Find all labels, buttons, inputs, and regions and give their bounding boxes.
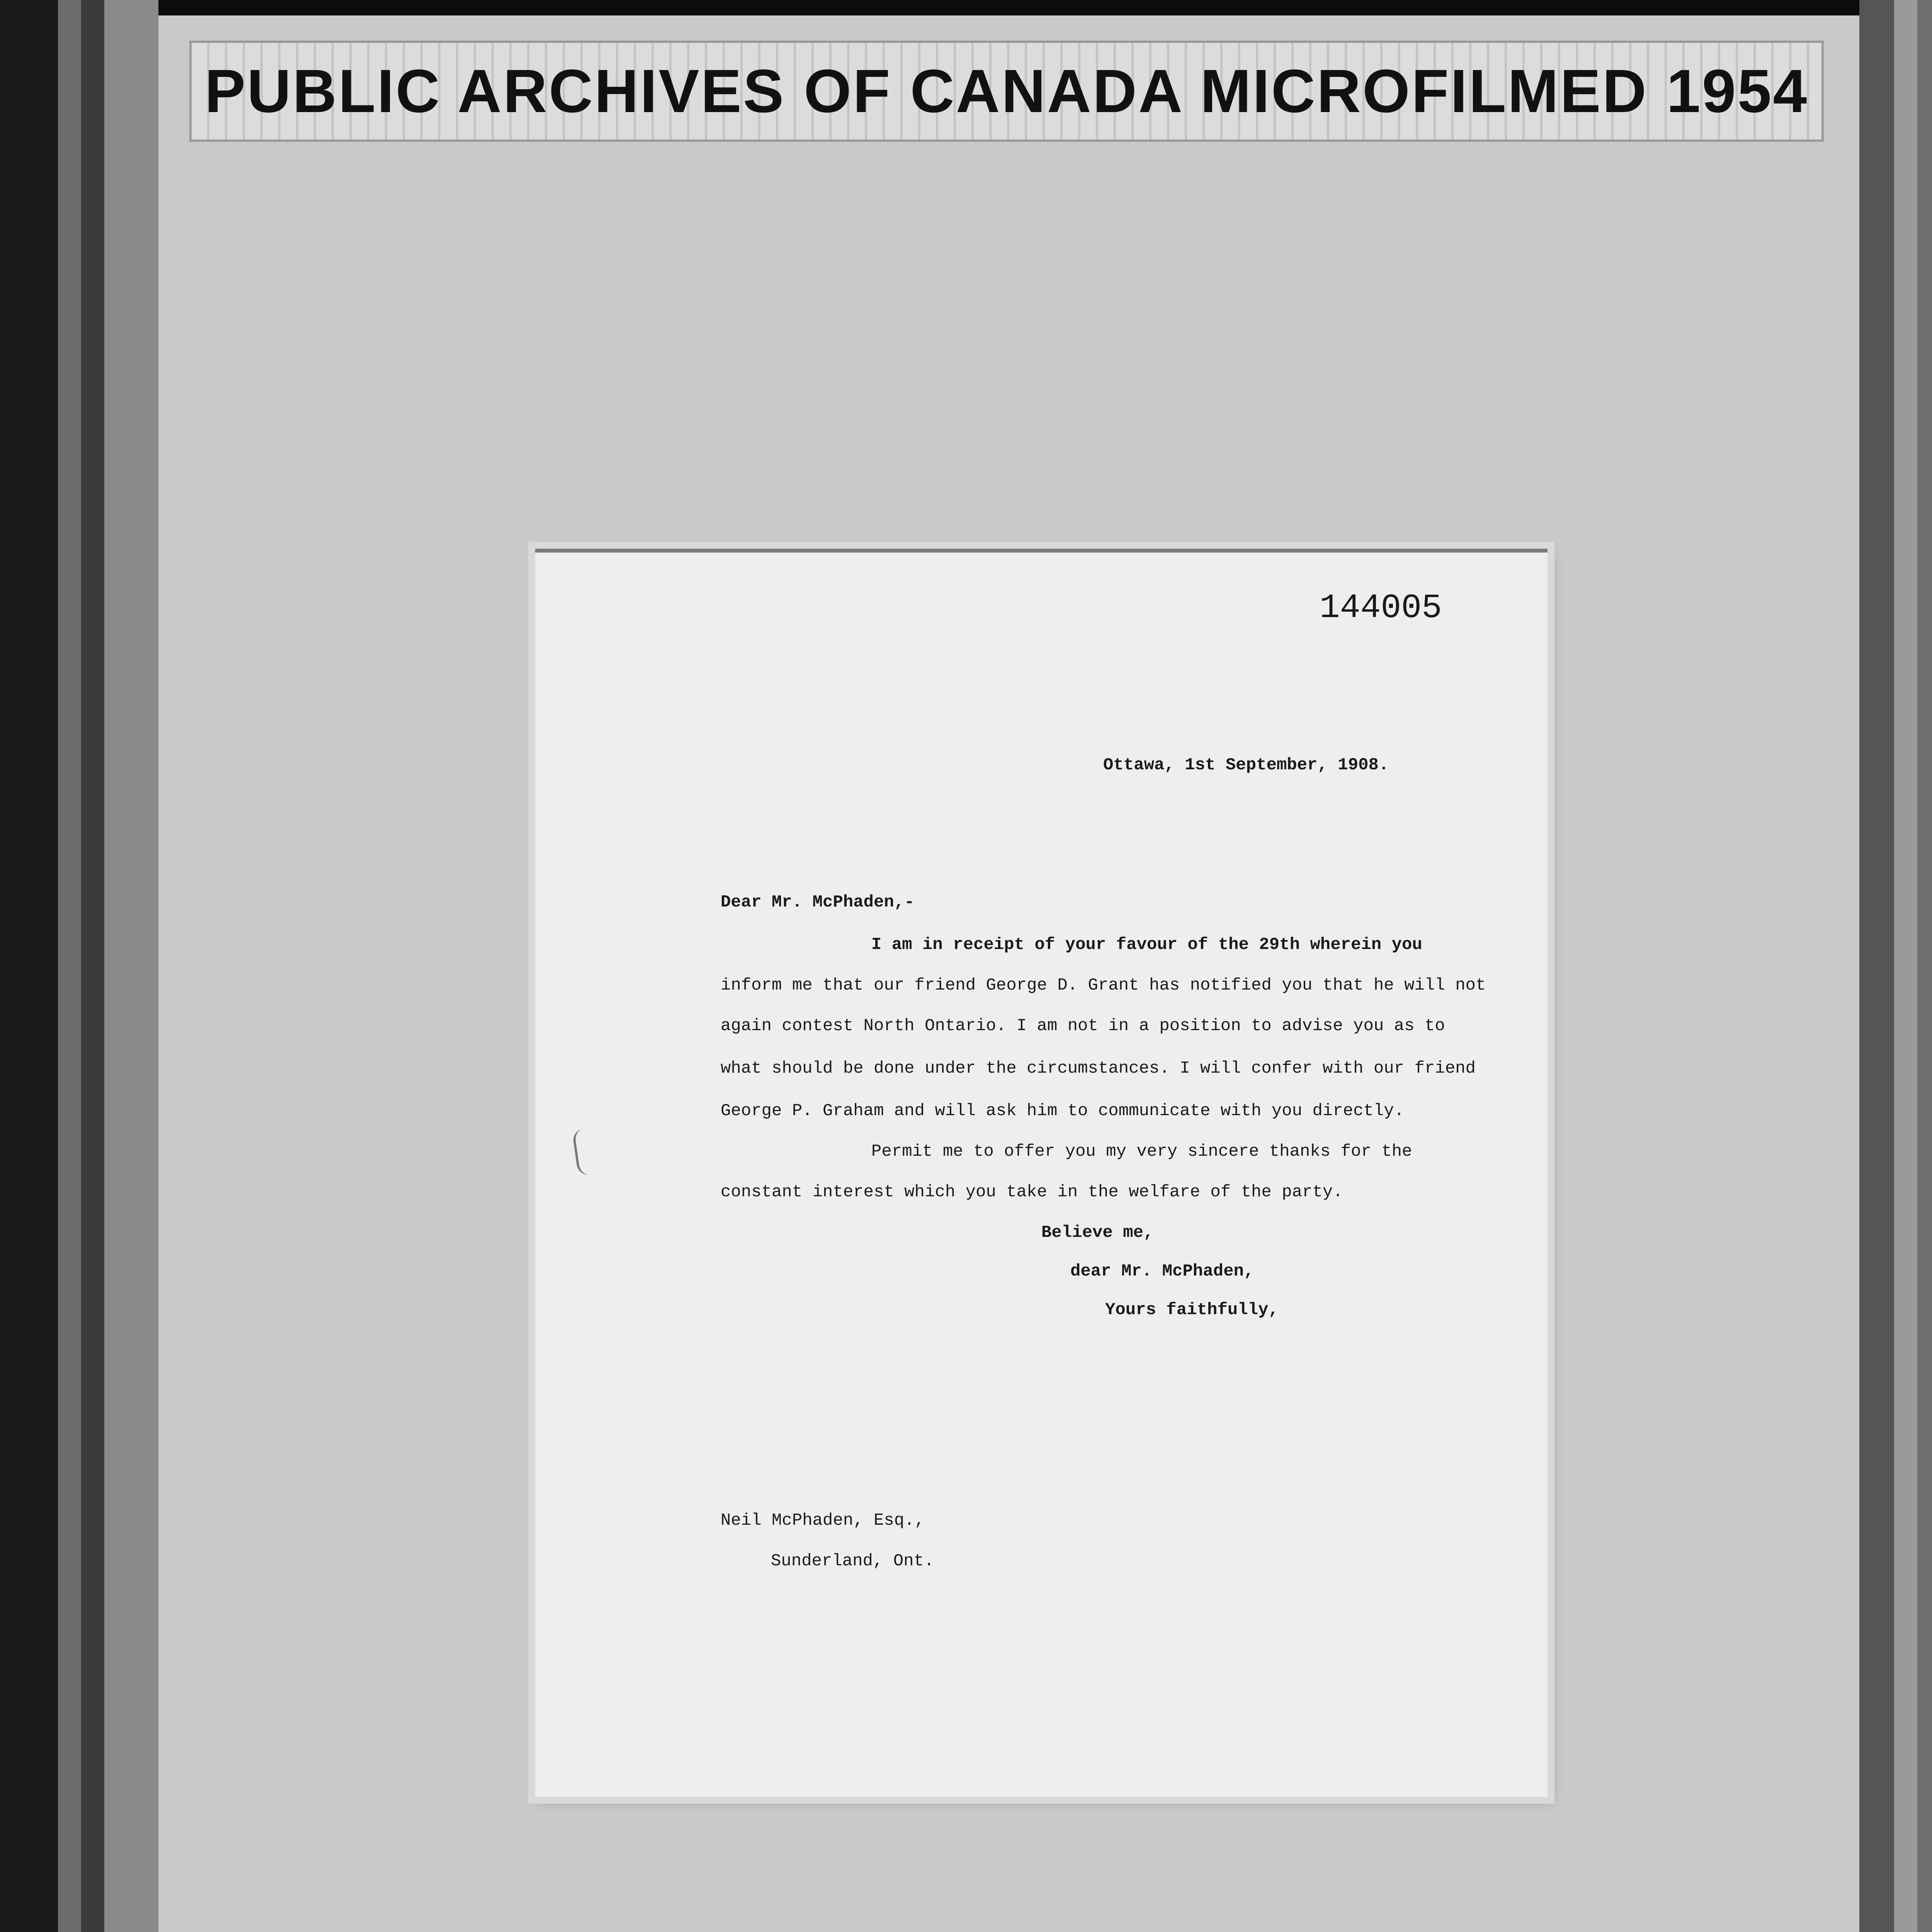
letter-closing-line: dear Mr. McPhaden, xyxy=(1070,1262,1254,1281)
archive-header-label xyxy=(189,41,1824,142)
film-strip-right xyxy=(1859,0,1894,1932)
letter-body-line: Permit me to offer you my very sincere thanks for the xyxy=(871,1142,1412,1161)
film-strip-left xyxy=(81,0,104,1932)
film-strip-left xyxy=(104,0,158,1932)
letter-date: Ottawa, 1st September, 1908. xyxy=(1103,755,1389,775)
letter-salutation: Dear Mr. McPhaden,- xyxy=(721,893,915,912)
film-strip-left xyxy=(58,0,81,1932)
letter-body-line: again contest North Ontario. I am not in a position to advise you as to xyxy=(721,1016,1445,1036)
letter-body-line: I am in receipt of your favour of the 29th wherein you xyxy=(871,935,1422,954)
letter-closing-line: Believe me, xyxy=(1041,1223,1154,1242)
letter-body-line: George P. Graham and will ask him to communicate with you directly. xyxy=(721,1101,1405,1121)
film-edge-left xyxy=(0,0,58,1932)
recipient-name: Neil McPhaden, Esq., xyxy=(721,1511,925,1530)
letter-page xyxy=(535,549,1548,1797)
letter-body-line: what should be done under the circumstances. I will confer with our friend xyxy=(721,1059,1476,1078)
letter-closing-line: Yours faithfully, xyxy=(1105,1300,1279,1320)
letter-body-line: constant interest which you take in the welfare of the party. xyxy=(721,1182,1343,1202)
letter-body-line: inform me that our friend George D. Grant has notified you that he will not xyxy=(721,976,1486,995)
page-number: 144005 xyxy=(1320,589,1442,628)
recipient-location: Sunderland, Ont. xyxy=(771,1551,934,1571)
film-strip-right xyxy=(1917,0,1932,1932)
archive-header-text: PUBLIC ARCHIVES OF CANADA MICROFILMED 1954 xyxy=(204,57,1809,125)
film-strip-right xyxy=(1894,0,1917,1932)
